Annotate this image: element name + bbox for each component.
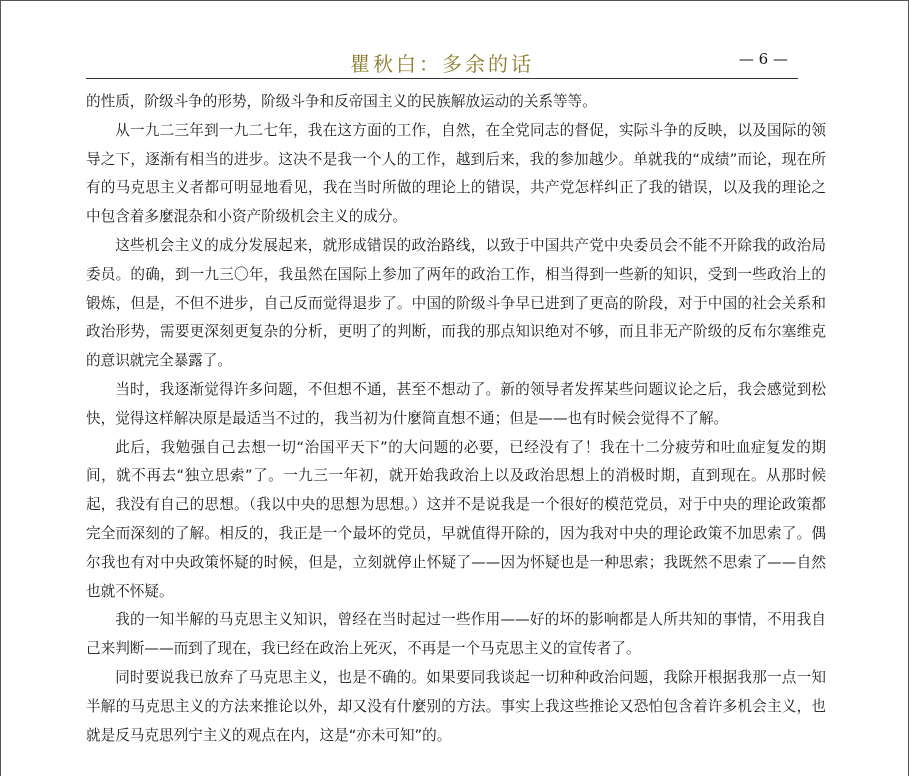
page-title: 瞿秋白：多余的话 [350,52,534,76]
paragraph-continued: 的性质，阶级斗争的形势，阶级斗争和反帝国主义的民族解放运动的关系等等。 [86,93,597,110]
paragraph: 此后，我勉强自己去想一切“治国平天下”的大问题的必要，已经没有了！我在十二分疲劳和吐血症复发的期间，就不再去“独立思索”了。一九三一年初，就开始我政治上以及政治思想上的消极时期，直到现在。从那时候起，我没有自己的思想。（我以中央的思想为思想。）这并不是说我是一个很好的模范党员，对于中央的理论政策都完全而深刻的了解。相反的，我正是一个最坏的党员，早就值得开除的，因为我对中央的理论政策不加思索了。偶尔我也有对中央政策怀疑的时候，但是，立刻就停止怀疑了——因为怀疑也是一种思索；我既然不思索了——自然也就不怀疑。 [86,438,826,600]
paragraph: 当时，我逐渐觉得许多问题，不但想不通，甚至不想动了。新的领导者发挥某些问题议论之后，我会感觉到松快，觉得这样解决原是最适当不过的，我当初为什麼简直想不通；但是——也有时候会觉得不了解。 [86,380,826,427]
paragraph: 同时要说我已放弃了马克思主义，也是不确的。如果要同我谈起一切种种政治问题，我除开根据我那一点一知半解的马克思主义的方法来推论以外，却又没有什麼别的方法。事实上我这些推论又恐怕包含着许多机会主义，也就是反马克思列宁主义的观点在内，这是“亦未可知”的。 [86,668,826,744]
page-number: — 6 — [738,50,788,68]
paragraph: 这些机会主义的成分发展起来，就形成错误的政治路线，以致于中国共产党中央委员会不能不开除我的政治局委员。的确，到一九三〇年，我虽然在国际上参加了两年的政治工作，相当得到一些新的知识，受到一些政治上的锻炼，但是，不但不进步，自己反而觉得退步了。中国的阶级斗争早已进到了更高的阶段，对于中国的社会关系和政治形势，需要更深刻更复杂的分析，更明了的判断，而我的那点知识绝对不够，而且非无产阶级的反布尔塞维克的意识就完全暴露了。 [86,236,826,370]
page-header [86,40,798,79]
paragraph: 我的一知半解的马克思主义知识，曾经在当时起过一些作用——好的坏的影响都是人所共知的事情，不用我自己来判断——而到了现在，我已经在政治上死灭，不再是一个马克思主义的宣传者了。 [86,611,826,658]
document-body [86,88,826,750]
paragraph: 从一九二三年到一九二七年，我在这方面的工作，自然，在全党同志的督促，实际斗争的反映，以及国际的领导之下，逐渐有相当的进步。这决不是我一个人的工作，越到后来，我的参加越少。单就我的“成绩”而论，现在所有的马克思主义者都可明显地看见，我在当时所做的理论上的错误，共产党怎样纠正了我的错误，以及我的理论之中包含着多麼混杂和小资产阶级机会主义的成分。 [86,121,826,226]
